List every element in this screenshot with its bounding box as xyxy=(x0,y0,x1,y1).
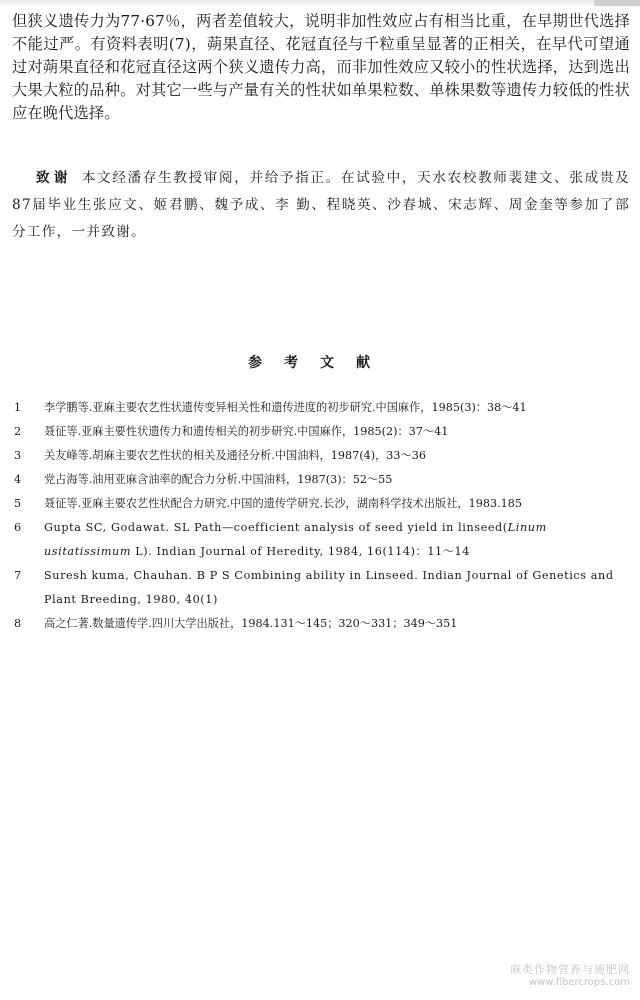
reference-item xyxy=(8,492,634,516)
reference-text xyxy=(44,516,634,564)
reference-number: 7 xyxy=(14,569,22,582)
reference-text: 李学鹏等.亚麻主要农艺性状遗传变异相关性和遗传进度的初步研究.中国麻作，1985(3)：38～41 xyxy=(44,401,527,414)
acknowledgement-paragraph xyxy=(12,165,630,246)
reference-number: 8 xyxy=(14,617,22,630)
reference-number: 6 xyxy=(14,521,22,534)
acknowledgement-text: 本文经潘存生教授审阅，并给予指正。在试验中，天水农校教师裴建文、张成贵及87届毕业生张应文、姬君鹏、魏予成、李 勤、程晓英、沙春城、宋志辉、周金奎等参加了部分工作，一并致谢。 xyxy=(12,170,631,240)
watermark-url: www.fibercrops.com xyxy=(528,977,630,988)
reference-item xyxy=(8,468,634,492)
reference-item xyxy=(8,564,634,612)
reference-text-part: L). Indian Journal of Heredity, 1984, 16(114)：11～14 xyxy=(131,545,470,558)
reference-text-part: Gupta SC, Godawat. SL Path—coefficient analysis of seed yield in linseed( xyxy=(44,521,508,534)
reference-number: 3 xyxy=(14,449,22,462)
reference-item xyxy=(8,396,634,420)
species-name-italic: Linum usitatissimum xyxy=(44,521,547,558)
acknowledgement-title: 致谢 xyxy=(36,170,72,186)
reference-text: 聂征等.亚麻主要性状遗传力和遗传相关的初步研究.中国麻作，1985(2)：37～41 xyxy=(44,425,449,438)
reference-item xyxy=(8,420,634,444)
reference-number: 2 xyxy=(14,425,22,438)
scan-corner-mark xyxy=(594,0,640,6)
reference-text: 聂征等.亚麻主要农艺性状配合力研究.中国的遗传学研究.长沙，湖南科学技术出版社，1983.185 xyxy=(44,497,522,510)
reference-text: Suresh kuma, Chauhan. B P S Combining ability in Linseed. Indian Journal of Genetics and Plant Breeding, 1980, 40(1) xyxy=(44,569,614,606)
reference-item xyxy=(8,444,634,468)
reference-item xyxy=(8,612,634,636)
reference-number: 1 xyxy=(14,401,22,414)
reference-number: 5 xyxy=(14,497,22,510)
reference-text: 关友峰等.胡麻主要农艺性状的相关及通径分析.中国油料，1987(4)，33～36 xyxy=(44,449,426,462)
scan-top-shadow xyxy=(0,0,640,8)
watermark-site-name: 麻类作物营养与施肥网 xyxy=(510,963,630,976)
reference-text: 高之仁著.数量遗传学.四川大学出版社，1984.131～145；320～331；349～351 xyxy=(44,617,458,630)
reference-item xyxy=(8,516,634,564)
references-list xyxy=(8,396,634,636)
references-heading: 参考文献 xyxy=(248,355,392,371)
site-watermark xyxy=(510,961,630,988)
reference-number: 4 xyxy=(14,473,22,486)
reference-text: 党占海等.油用亚麻含油率的配合力分析.中国油料，1987(3)：52～55 xyxy=(44,473,393,486)
body-paragraph: 但狭义遗传力为77·67％，两者差值较大，说明非加性效应占有相当比重，在早期世代选择不能过严。有资料表明(7)，蒴果直径、花冠直径与千粒重呈显著的正相关，在早代可望通过对蒴果直径和花冠直径这两个狭义遗传力高，而非加性效应又较小的性状选择，达到选出大果大粒的品种。对其它一些与产量有关的性状如单果粒数、单株果数等遗传力较低的性状应在晚代选择。 xyxy=(12,12,630,122)
